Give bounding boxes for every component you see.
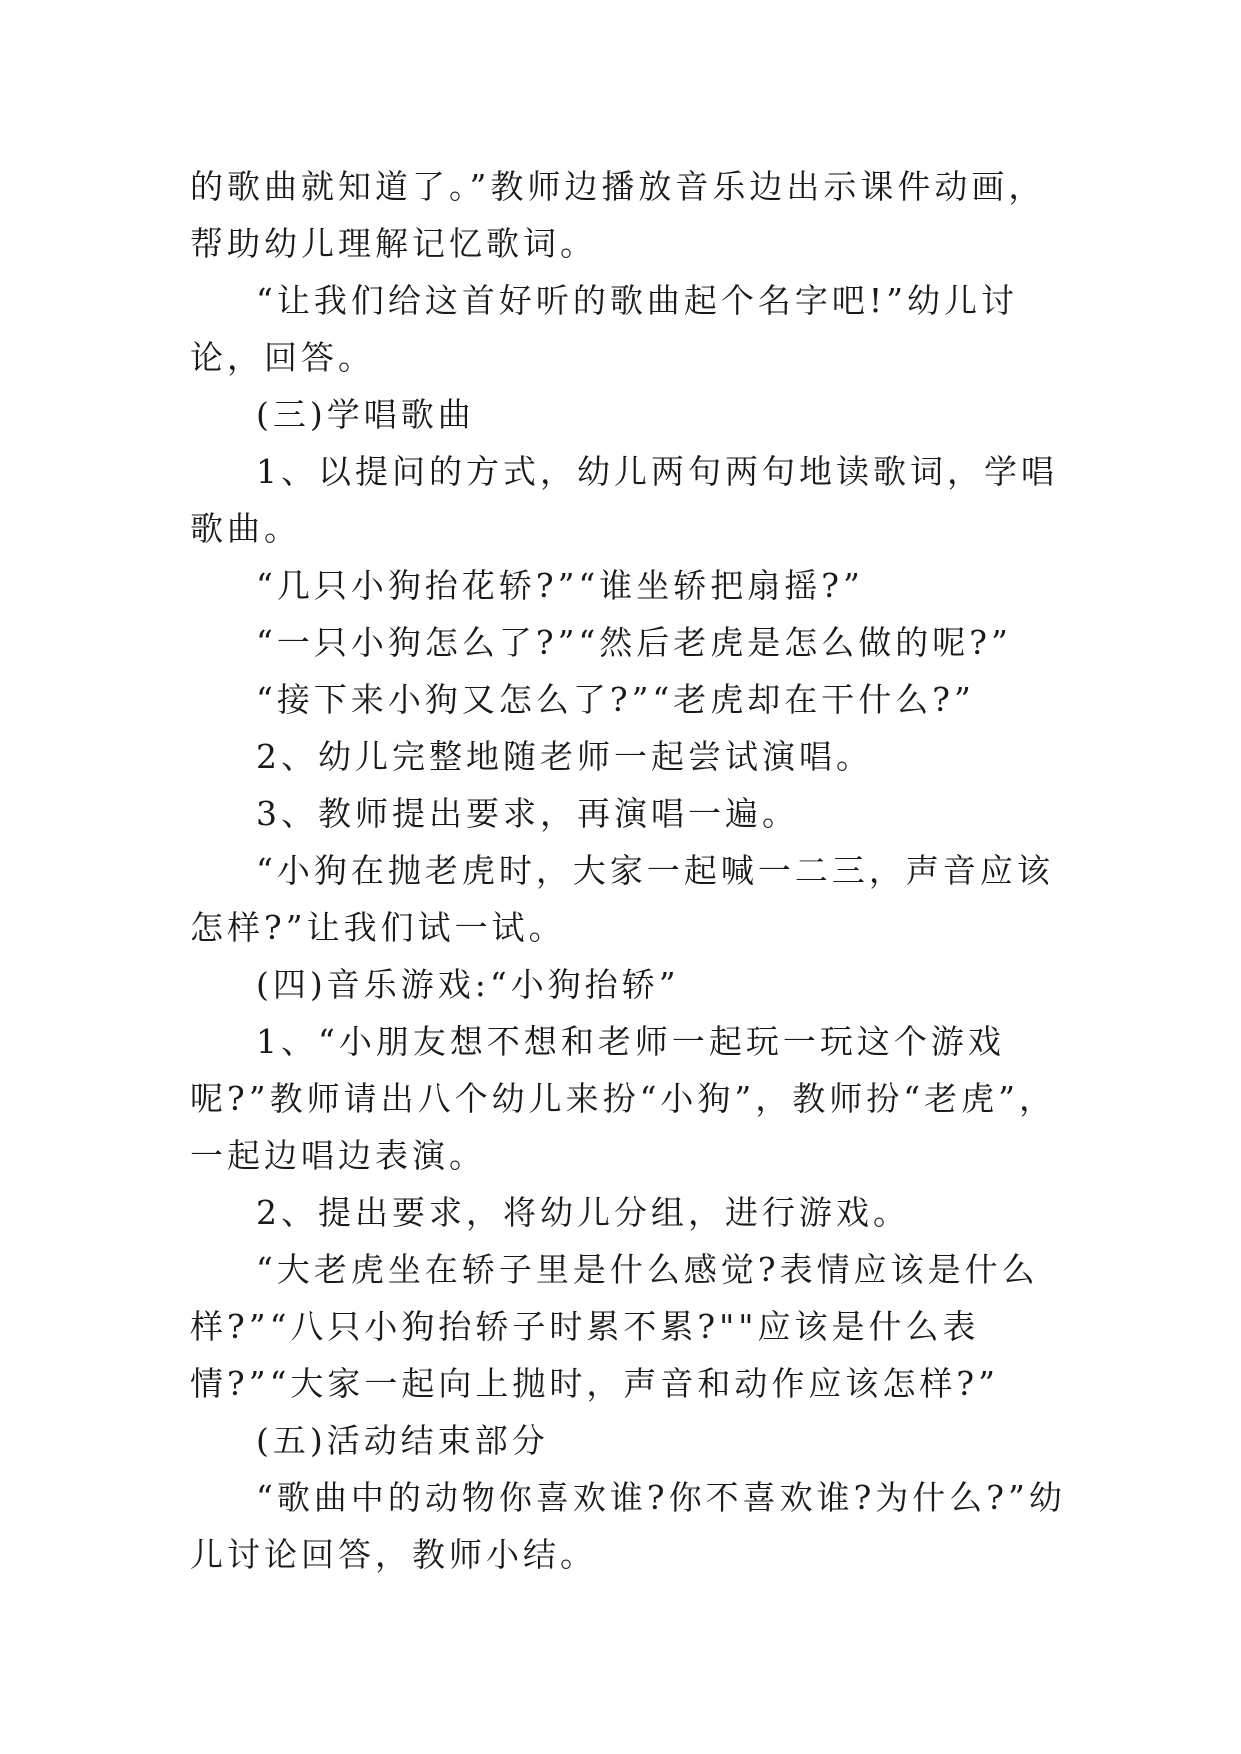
paragraph: “歌曲中的动物你喜欢谁?你不喜欢谁?为什么?”幼儿讨论回答，教师小结。: [190, 1478, 1066, 1574]
paragraph: 2、提出要求，将幼儿分组，进行游戏。: [256, 1193, 910, 1232]
paragraph: “几只小狗抬花轿?”“谁坐轿把扇摇?”: [256, 566, 864, 605]
paragraph: “让我们给这首好听的歌曲起个名字吧!”幼儿讨论，回答。: [190, 281, 1019, 377]
section-heading: (三)学唱歌曲: [256, 395, 475, 434]
paragraph: 1、“小朋友想不想和老师一起玩一玩这个游戏呢?”教师请出八个幼儿来扮“小狗”，教师扮“老虎”，一起边唱边表演。: [190, 1022, 1057, 1175]
section-heading: (五)活动结束部分: [256, 1421, 549, 1460]
paragraph: 3、教师提出要求，再演唱一遍。: [256, 794, 799, 833]
paragraph: “大老虎坐在轿子里是什么感觉?表情应该是什么样?”“八只小狗抬轿子时累不累?""应该是什么表情?”“大家一起向上抛时，声音和动作应该怎样?”: [190, 1250, 1039, 1403]
paragraph: 2、幼儿完整地随老师一起尝试演唱。: [256, 737, 873, 776]
section-heading: (四)音乐游戏:“小狗抬轿”: [256, 965, 680, 1004]
paragraph: 的歌曲就知道了。”教师边播放音乐边出示课件动画，帮助幼儿理解记忆歌词。: [190, 167, 1046, 263]
paragraph: “一只小狗怎么了?”“然后老虎是怎么做的呢?”: [256, 623, 1012, 662]
paragraph: 1、以提问的方式，幼儿两句两句地读歌词，学唱歌曲。: [190, 452, 1058, 548]
paragraph: “小狗在抛老虎时，大家一起喊一二三，声音应该怎样?”让我们试一试。: [190, 851, 1054, 947]
paragraph: “接下来小狗又怎么了?”“老虎却在干什么?”: [256, 680, 975, 719]
document-body: [190, 158, 1070, 1583]
